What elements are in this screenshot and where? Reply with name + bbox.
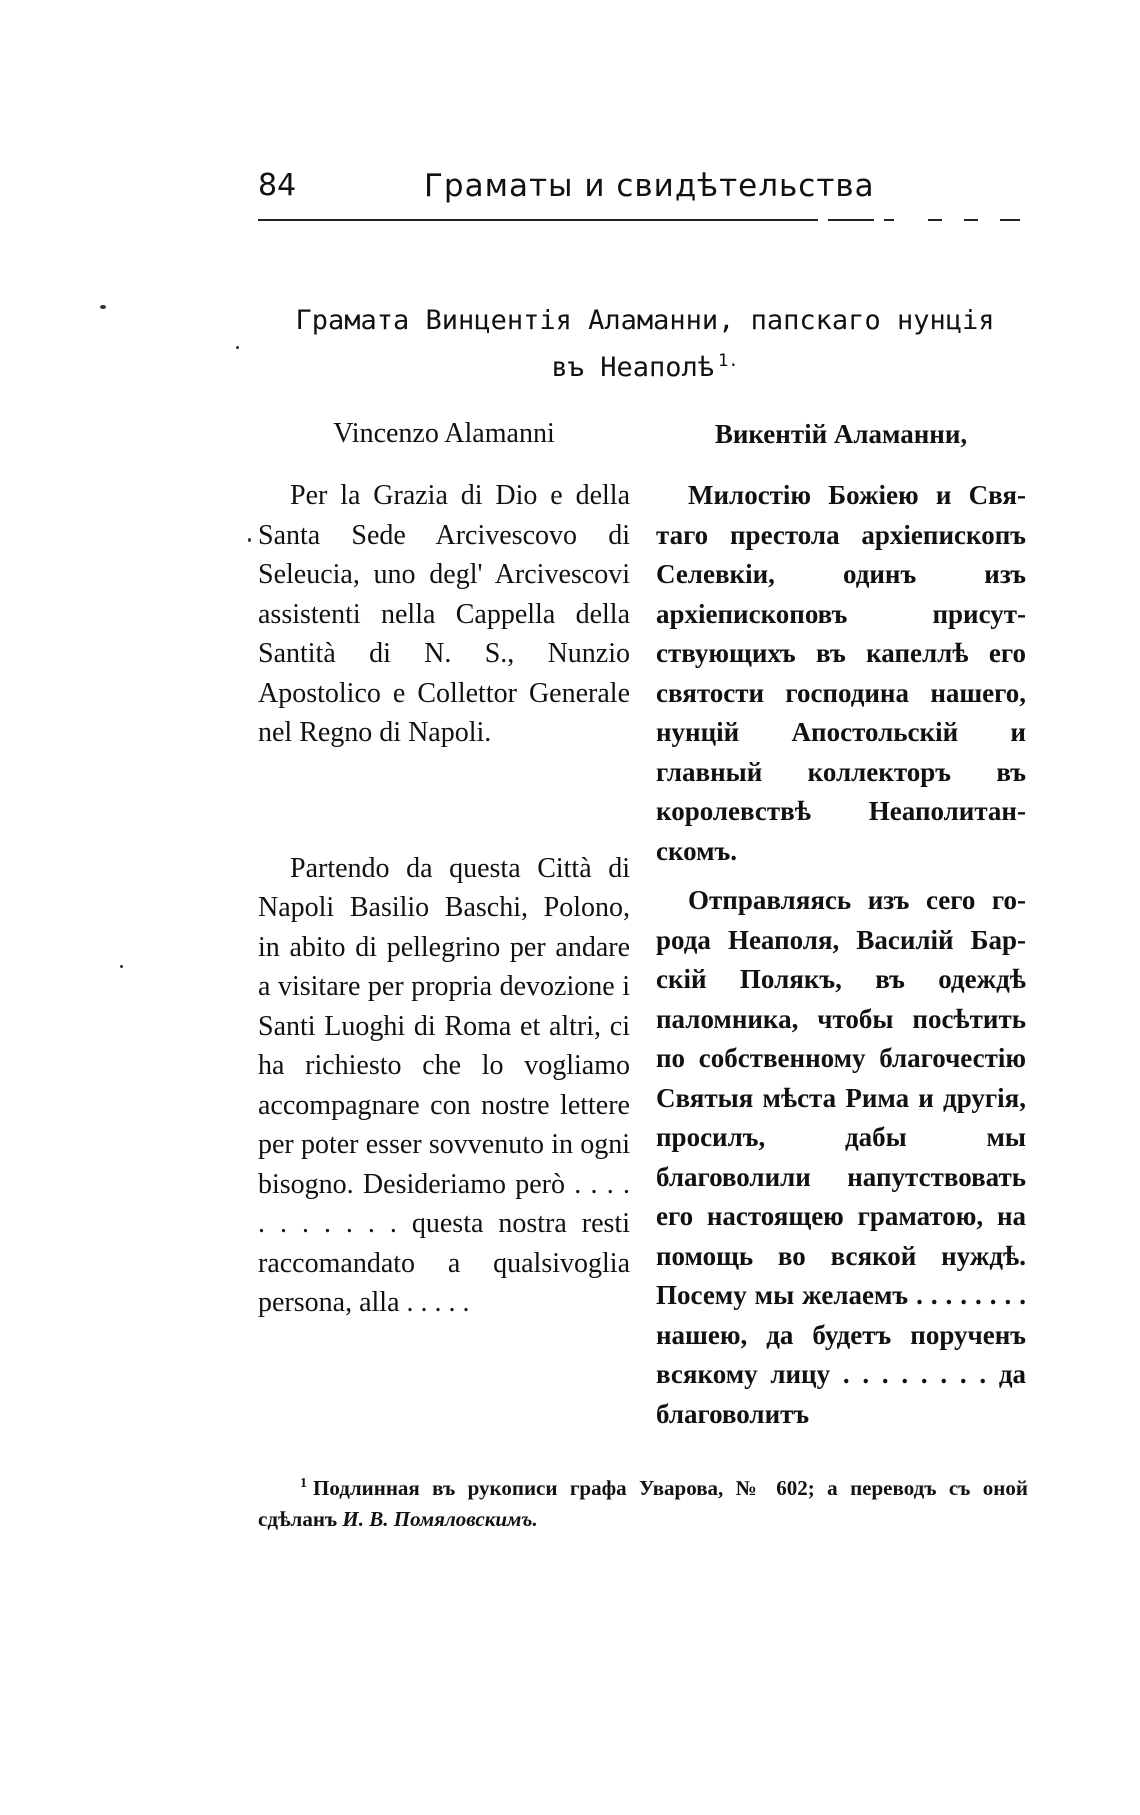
running-title: Граматы и свидѣтельства [424,168,875,204]
page-number: 84 [258,168,297,203]
title-footnote-mark: 1. [718,351,739,371]
header-rule-dash [1000,219,1020,221]
document-title [260,300,1030,388]
document-title-line1: Грамата Винцентія Аламанни, папскаго нунція [295,305,995,336]
scan-speck [236,346,239,349]
footnote [258,1468,1028,1535]
header-rule-dash [964,219,978,221]
header-rule-dash [828,219,874,221]
italian-paragraph-2: Partendo da questa Città di Napoli Basilio Baschi, Polono, in abito di pellegrino per andare a visitare per propria devozione i Santi Luoghi di Roma et altri, ci ha richiesto che lo vogliamo accompagnare con nostre lettere per poter esser sovvenuto in ogni bisogno. Desideriamo però . . . . . . . . . . . questa nostra resti raccomandato a qualsivoglia persona, alla . . . . . [258,852,630,1318]
scan-speck [120,965,123,968]
document-title-place: въ Неаполѣ [551,352,715,383]
header-rule [258,219,818,221]
scan-speck [100,305,106,309]
footnote-translator: И. В. Помяловскимъ. [342,1507,538,1531]
italian-column [258,414,630,1323]
italian-column-heading: Vincenzo Alamanni [333,418,555,449]
scan-speck [248,538,251,542]
header-rule-dash [884,219,894,221]
footnote-number: 1 [300,1476,307,1491]
footnote-text: Подлинная въ рукописи графа Уварова, № 602; а переводъ съ оной сдѣланъ [258,1476,1028,1531]
running-head [258,168,1028,218]
russian-column-heading: Викентій Аламанни, [714,419,968,449]
russian-paragraph-1: Милостію Божіею и Святаго престола архіепископъ Селевкіи, одинъ изъ архіепископовъ присутствующихъ въ капеллѣ его святости господина нашего, нунцій Апостольскій и главный коллекторъ въ королевствѣ Неаполитанскомъ. [656,480,1026,866]
russian-column [656,414,1026,1434]
russian-paragraph-2: Отправляясь изъ сего города Неаполя, Василій Барскій Полякъ, въ одеждѣ паломника, чтобы посѣтить по собственному благочестію Святыя мѣста Рима и другія, просилъ, дабы мы благоволили напутствовать его настоящею граматою, на помощь во всякой нуждѣ. Посему мы желаемъ . . . . . . . . нашею, да будетъ порученъ всякому лицу . . . . . . . . да благоволитъ [656,885,1026,1429]
document-title-line2 [260,341,1030,388]
header-rule-dash [928,219,942,221]
italian-paragraph-1: Per la Grazia di Dio e della Santa Sede Arcivescovo di Seleucia, uno degl' Arcivescovi assistenti nella Cappella della Santità di N. S., Nunzio Apostolico e Collettor Generale nel Regno di Napoli. [258,480,630,748]
